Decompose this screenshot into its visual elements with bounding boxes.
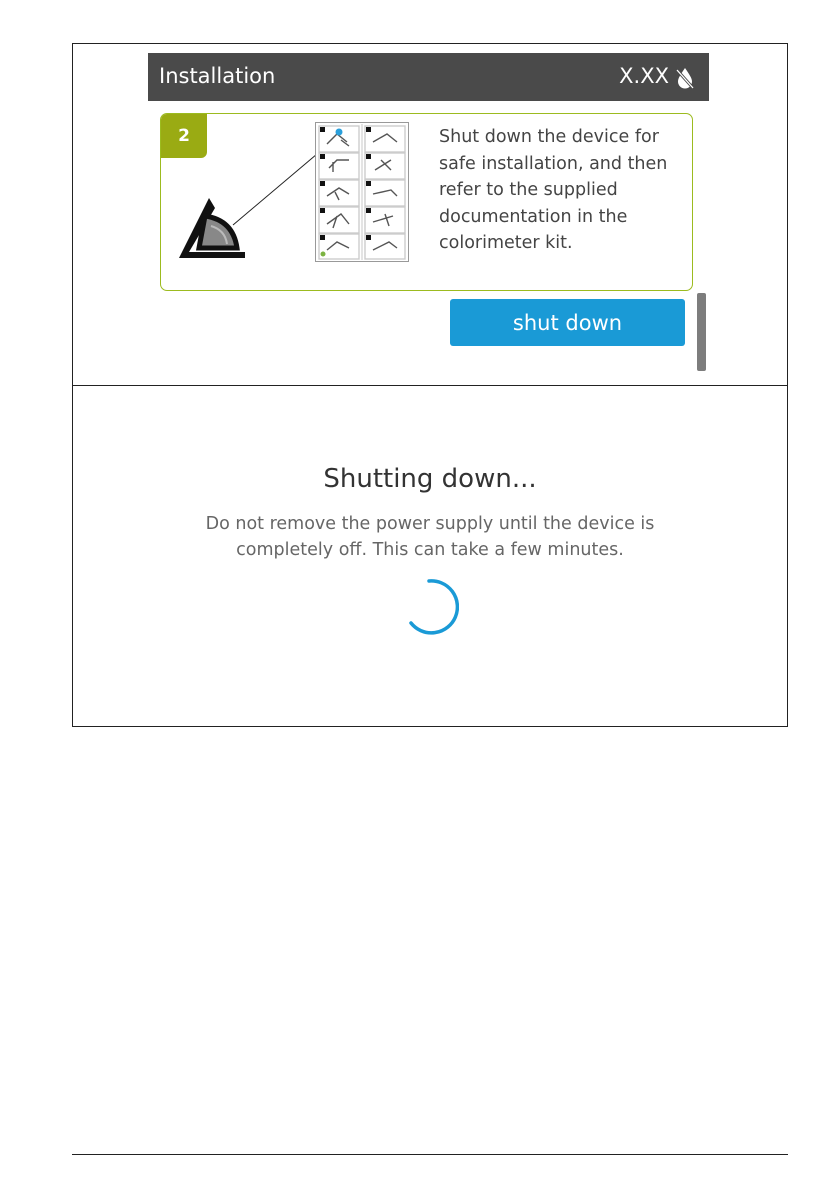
page-footer-rule (72, 1154, 788, 1155)
warning-line-2: completely off. This can take a few minutes. (236, 540, 624, 560)
installation-instructions-sheet (315, 122, 409, 262)
shutdown-warning-message (73, 511, 787, 563)
figure-frame (72, 43, 788, 727)
loading-spinner-icon (399, 577, 459, 637)
screen-divider (73, 385, 787, 386)
shut-down-button[interactable]: shut down (450, 299, 685, 346)
installation-step-card (160, 113, 693, 291)
colorimeter-icon (175, 190, 247, 262)
scrollbar[interactable] (697, 293, 706, 371)
screen-title: Installation (159, 64, 276, 88)
warning-line-1: Do not remove the power supply until the device is (205, 514, 655, 534)
shutting-down-title: Shutting down... (323, 464, 537, 494)
status-value: X.XX (619, 64, 669, 88)
step-description: Shut down the device for safe installation, and then refer to the supplied documentation in the colorimeter kit. (439, 127, 668, 253)
step-number-badge: 2 (161, 114, 207, 158)
title-bar (148, 53, 709, 101)
sensor-drop-icon (675, 67, 695, 89)
